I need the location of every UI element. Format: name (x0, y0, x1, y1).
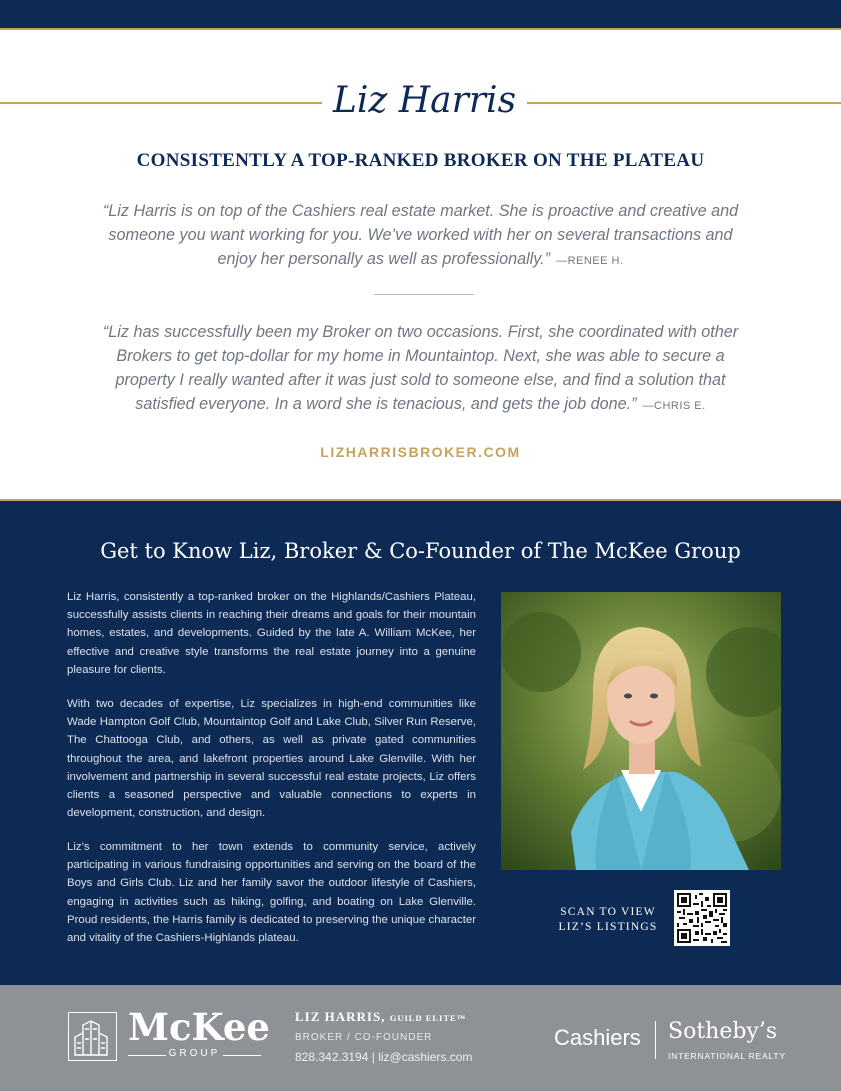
bio-paragraph: With two decades of expertise, Liz specializes in high-end communities like Wade Hampton Golf Club, Mountaintop Golf and Lake Club, Silver Run Reserve, The Chattooga Club, and others, as well as private gated communities throughout the area, and lakefront properties around Lake Glenville. With her involvement and partnership in several successful real estate projects, Liz offers clients a seasoned perspective and valuable connections to experts in development, construction, and design. (67, 698, 476, 820)
partner-separator (655, 1021, 656, 1059)
cashiers-logo-text: Cashiers (554, 1025, 641, 1050)
testimonial-text: “Liz Harris is on top of the Cashiers real estate market. She is proactive and creative and someone you want working for you. We’ve worked with her on several transactions and enjoy her personally as well as professionally.” (102, 202, 739, 268)
testimonial-author: —CHRIS E. (642, 400, 706, 412)
bio-paragraph: Liz Harris, consistently a top-ranked broker on the Highlands/Cashiers Plateau, successfully assists clients in reaching their dreams and goals for their mountain homes, estates, and developments. Guided by the late A. William McKee, her effective and creative style transforms the real estate journey into a genuine pleasure for clients. (67, 591, 476, 676)
building-icon (69, 1013, 115, 1059)
agent-name: LIZ HARRIS, (295, 1009, 386, 1024)
mckee-brand-name: McKee (128, 1005, 270, 1049)
title-rule-right (527, 102, 841, 104)
agent-designation: GUILD ELITE™ (389, 1013, 467, 1023)
brand-rule-right (223, 1055, 261, 1056)
title-rule-left (0, 102, 322, 104)
about-heading: Get to Know Liz, Broker & Co-Founder of The McKee Group (100, 539, 741, 563)
qr-caption-line-2: LIZ’S LISTINGS (558, 921, 658, 933)
agent-title: BROKER / CO-FOUNDER (295, 1032, 433, 1043)
title-row (0, 78, 841, 128)
testimonial (90, 199, 751, 273)
bio-paragraph: Liz’s commitment to her town extends to community service, actively participating in various fundraising opportunities and serving on the board of the Boys and Girls Club. Liz and her family savor the outdoor lifestyle of Cashiers, engaging in activities such as hiking, golfing, and boating on Lake Glenville. Proud residents, the Harris family is dedicated to preserving the unique character and vitality of the Cashiers-Highlands plateau. (67, 841, 476, 945)
testimonial-divider (374, 294, 474, 295)
testimonial-author: —RENEE H. (556, 255, 624, 267)
sothebys-logo-text: Sotheby’s (668, 1019, 778, 1044)
qr-caption (553, 905, 663, 935)
mckee-brand-sub: GROUP (168, 1048, 221, 1059)
portrait-illustration (501, 592, 781, 870)
website-link[interactable]: LIZHARRISBROKER.COM (320, 444, 521, 460)
listings-qr-code[interactable] (674, 890, 730, 946)
agent-contact[interactable]: 828.342.3194 | liz@cashiers.com (295, 1050, 473, 1064)
qr-caption-line-1: SCAN TO VIEW (560, 906, 656, 918)
page-subtitle: CONSISTENTLY A TOP-RANKED BROKER ON THE PLATEAU (136, 150, 705, 171)
mckee-logo-icon (68, 1012, 117, 1061)
footer-bar (0, 985, 841, 1091)
testimonial-text: “Liz has successfully been my Broker on two occasions. First, she coordinated with other Brokers to get top-dollar for my home in Mountaintop. Next, she was able to secure a property I really wanted after it was just sold to someone else, and find a solution that satisfied everyone. In a word she is tenacious, and gets the job done.” (102, 323, 739, 413)
qr-code-icon (677, 893, 727, 943)
sothebys-logo-subtext: INTERNATIONAL REALTY (668, 1051, 786, 1061)
about-section (0, 499, 841, 985)
portrait-photo (501, 592, 781, 870)
page-title: Liz Harris (332, 80, 517, 121)
top-banner-bar (0, 0, 841, 30)
testimonial (90, 320, 751, 418)
agent-name-line (295, 1009, 466, 1025)
